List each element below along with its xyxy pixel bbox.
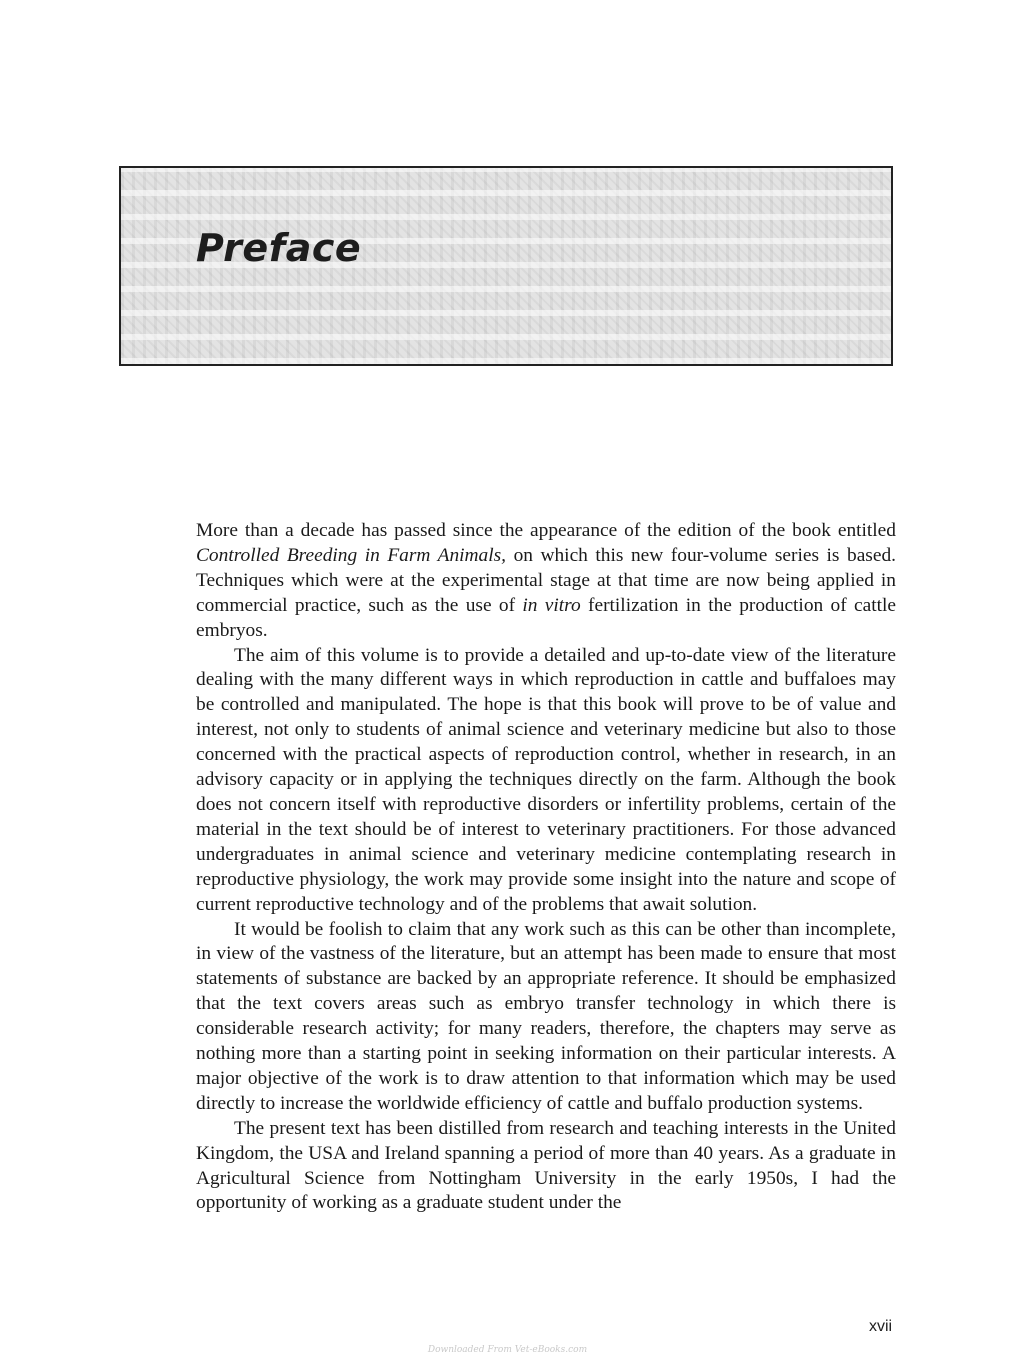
paragraph-2: The aim of this volume is to provide a detailed and up-to-date view of the literature dealing with the many different ways in which reproduction in cattle and buffaloes may be controlled and manipulated. The hope is that this book will prove to be of value and interest, not only to students of animal science and veterinary medicine but also to those concerned with the practical aspects of reproduction control, whether in research, in an advisory capacity or in applying the techniques directly on the farm. Although the book does not concern itself with reproductive disorders or infertility problems, certain of the material in the text should be of interest to veterinary practitioners. For those advanced undergraduates in animal science and veterinary medicine contemplating research in reproductive physiology, the work may provide some insight into the nature and scope of current reproductive technology and of the problems that await solution. <box>196 644 896 915</box>
paragraph-1-text-b: on which this new four-volume series is based. Techniques which were at the experimental stage at that time are now being applied in commercial practice, such as the use of <box>196 544 896 616</box>
paragraph-1 <box>196 519 896 644</box>
watermark: Downloaded From Vet-eBooks.com <box>427 1345 588 1355</box>
book-title: Controlled Breeding in Farm Animals, <box>196 544 507 566</box>
paragraph-1-text-c: fertilization in the production of cattle embryos. <box>196 594 896 641</box>
page-number: xvii <box>869 1318 893 1335</box>
paragraph-1-text-a: More than a decade has passed since the appearance of the edition of the book entitled <box>196 520 896 541</box>
body-text <box>196 519 896 1216</box>
paragraph-3: It would be foolish to claim that any work such as this can be other than incomplete, in view of the vastness of the literature, but an attempt has been made to ensure that most statements of substance are backed by an appropriate reference. It should be emphasized that the text covers areas such as embryo transfer technology in which there is considerable research activity; for many readers, therefore, the chapters may serve as nothing more than a starting point in seeking information on their particular interests. A major objective of the work is to draw attention to that information which may be used directly to increase the worldwide efficiency of cattle and buffalo production systems. <box>196 918 896 1114</box>
chapter-title: Preface <box>196 226 362 270</box>
chapter-header-box <box>119 166 893 366</box>
in-vitro-term: in vitro <box>522 594 581 616</box>
paragraph-4: The present text has been distilled from research and teaching interests in the United Kingdom, the USA and Ireland spanning a period of more than 40 years. As a graduate in Agricultural Science from Nottingham University in the early 1950s, I had the opportunity of working as a graduate student under the <box>196 1117 896 1214</box>
